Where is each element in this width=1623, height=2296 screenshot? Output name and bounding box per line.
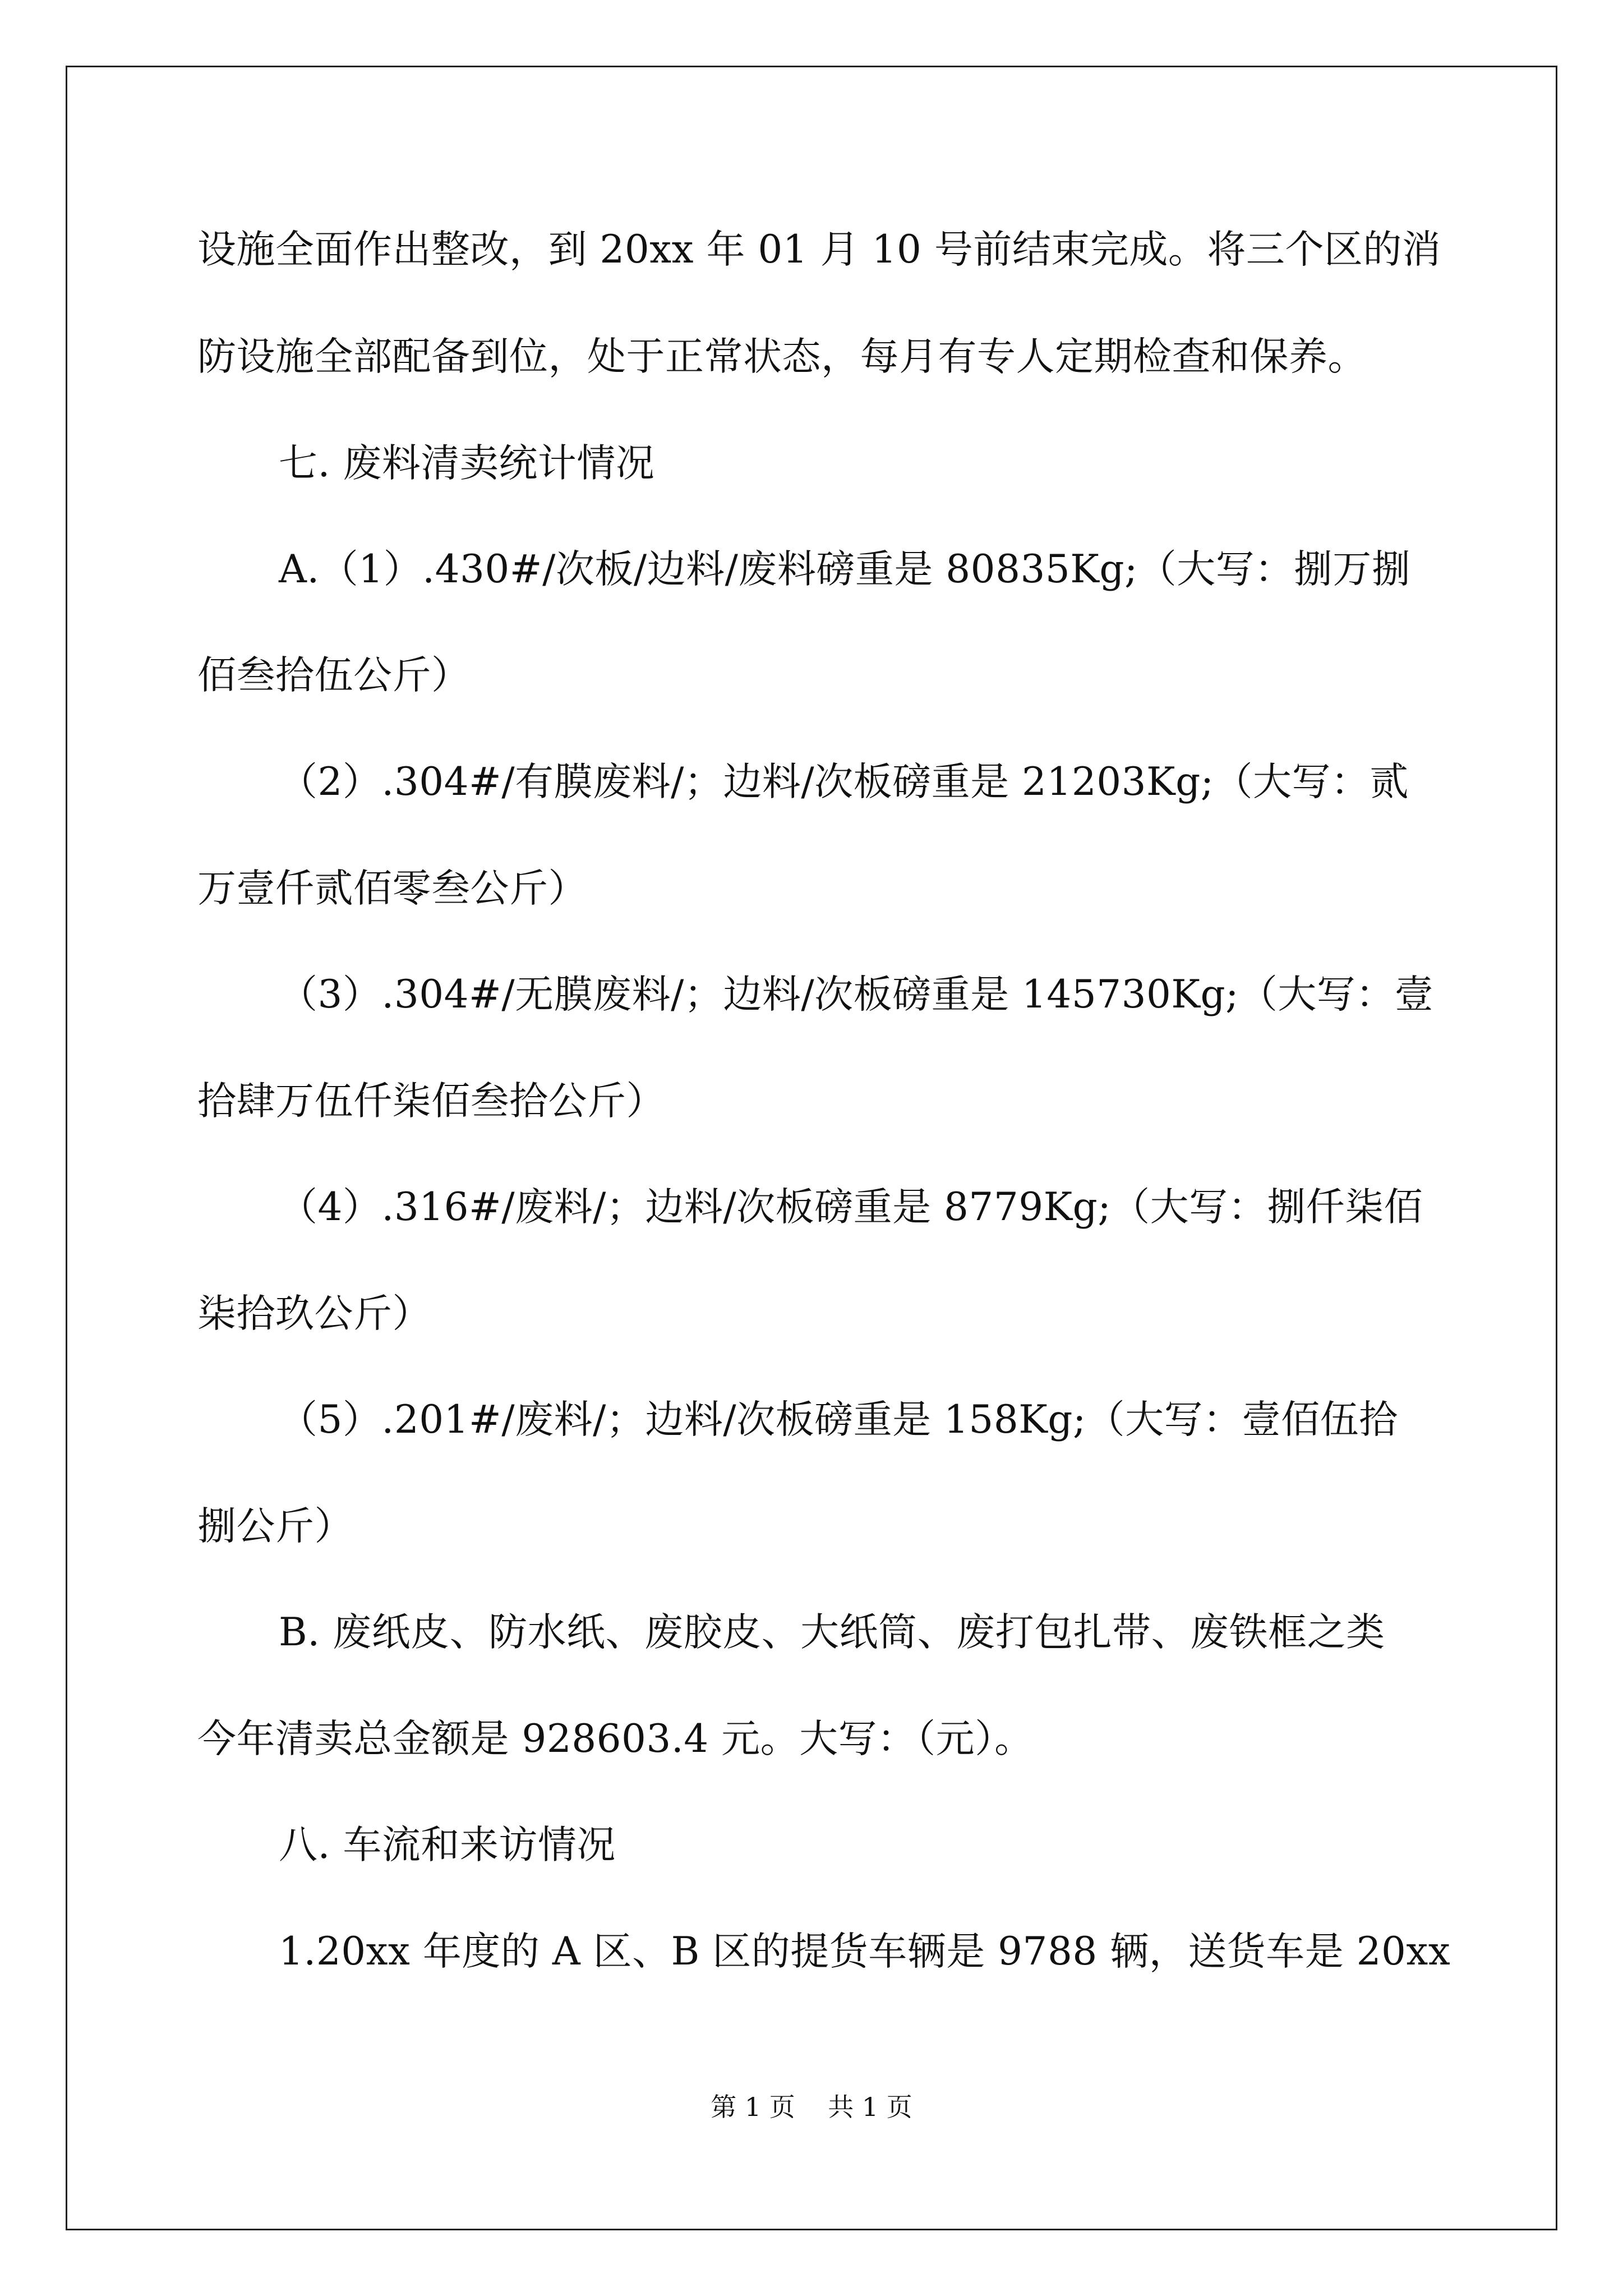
- body-text-line: B. 废纸皮、防水纸、废胶皮、大纸筒、废打包扎带、废铁框之类: [279, 1610, 1385, 1655]
- body-text-line: 拾肆万伍仟柒佰叁拾公斤）: [197, 1079, 665, 1124]
- body-text-line: （3）.304#/无膜废料/；边料/次板磅重是 145730Kg;（大写：壹: [279, 972, 1434, 1017]
- body-text-line: 佰叁拾伍公斤）: [197, 653, 471, 698]
- section-heading: 八. 车流和来访情况: [279, 1823, 616, 1867]
- body-text-line: 防设施全部配备到位，处于正常状态，每月有专人定期检查和保养。: [197, 334, 1367, 379]
- body-text-line: 万壹仟贰佰零叁公斤）: [197, 866, 587, 911]
- body-text-line: 今年清卖总金额是 928603.4 元。大写：（元）。: [197, 1717, 1034, 1761]
- page-border: [66, 66, 1557, 2230]
- section-heading: 七. 废料清卖统计情况: [279, 441, 655, 486]
- body-text-line: 1.20xx 年度的 A 区、B 区的提货车辆是 9788 辆，送货车是 20xx: [279, 1929, 1451, 1974]
- body-text-line: 捌公斤）: [197, 1504, 353, 1549]
- body-text-line: （2）.304#/有膜废料/；边料/次板磅重是 21203Kg;（大写：贰: [279, 760, 1409, 804]
- body-text-line: A.（1）.430#/次板/边料/废料磅重是 80835Kg;（大写：捌万捌: [279, 547, 1411, 592]
- body-text-line: 设施全面作出整改，到 20xx 年 01 月 10 号前结束完成。将三个区的消: [197, 227, 1441, 272]
- page-footer: 第 1 页 共 1 页: [711, 2092, 912, 2122]
- body-text-line: （5）.201#/废料/；边料/次板磅重是 158Kg;（大写：壹佰伍拾: [279, 1397, 1398, 1442]
- body-text-line: 柒拾玖公斤）: [197, 1291, 431, 1336]
- body-text-line: （4）.316#/废料/；边料/次板磅重是 8779Kg;（大写：捌仟柒佰: [279, 1185, 1423, 1230]
